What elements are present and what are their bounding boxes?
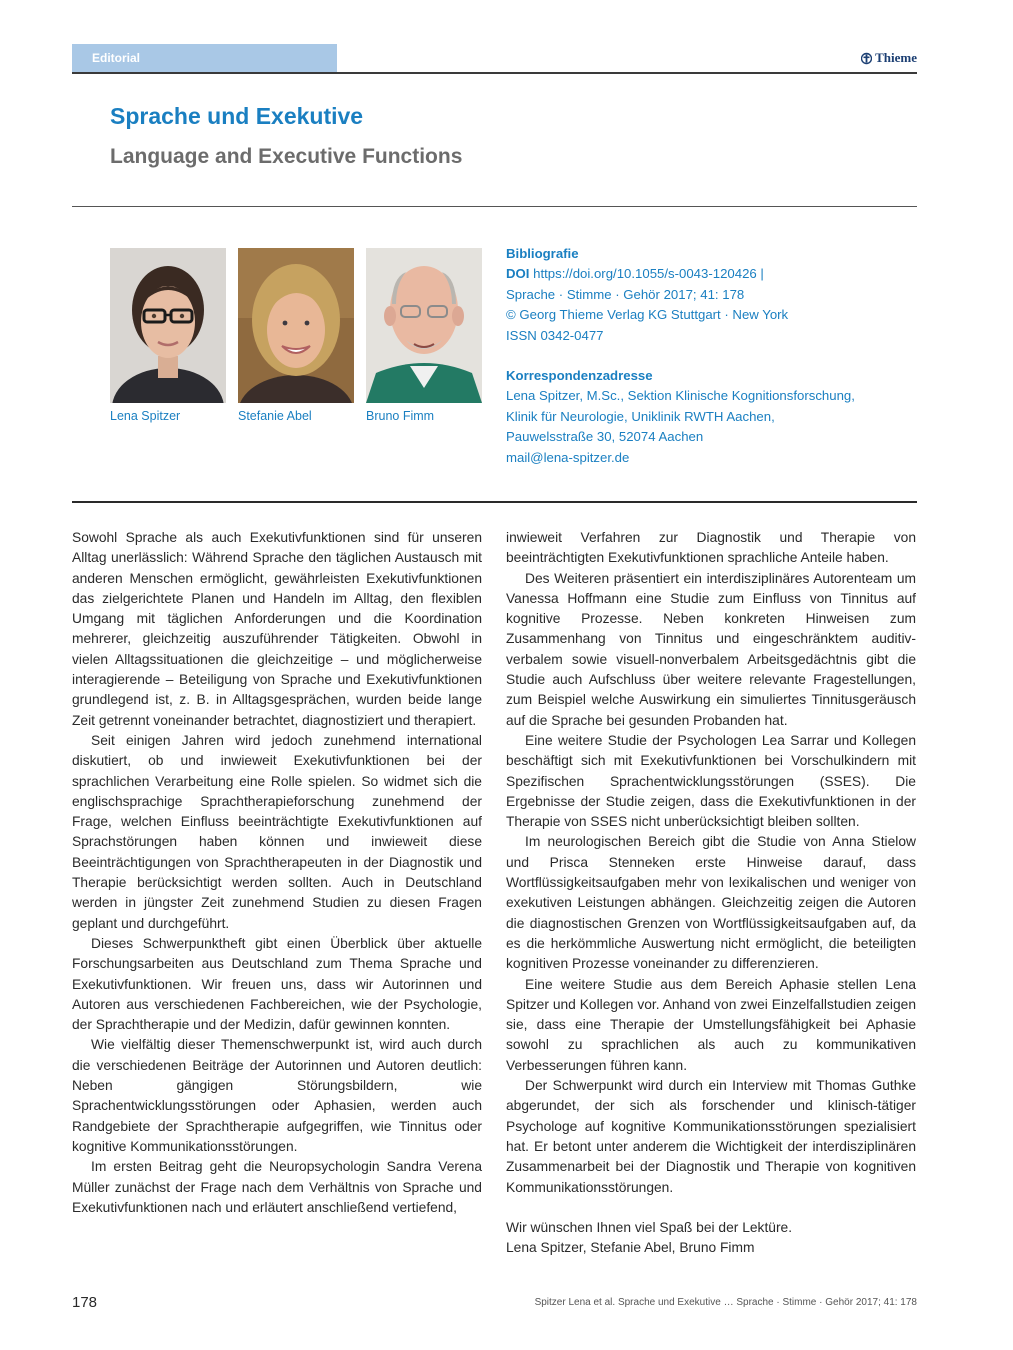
- brand-name: Thieme: [875, 50, 917, 65]
- author-photo-bruno-fimm: [366, 248, 482, 403]
- issn: ISSN 0342-0477: [506, 327, 604, 343]
- paragraph: Der Schwerpunkt wird durch ein Interview mit Thomas Guthke abgerundet, der sich als forschender und klinisch-tätiger Psychologe auf kognitive Kommunikationsstörungen spezialisiert hat. Er betont unter anderem die Wichtigkeit der interdisziplinären Zusammenarbeit bei der Diagnostik und Therapie von kognitiven Kommunikationsstörungen.: [506, 1078, 916, 1195]
- citation: Sprache · Stimme · Gehör 2017; 41: 178: [506, 286, 745, 302]
- correspondence-line: Pauwelsstraße 30, 52074 Aachen: [506, 429, 704, 445]
- closing-line: Wir wünschen Ihnen viel Spaß bei der Lektüre.: [506, 1220, 793, 1236]
- paragraph: Des Weiteren präsentiert ein interdisziplinäres Autorenteam um Vanessa Hoffmann eine Studie zum Einfluss von Tinnitus auf kognitive Prozesse. Neben konkreten Hinweisen zum Zusammenhang von Tinnitus und eingeschränktem auditiv-verbalem sowie visuell-nonverbalem Arbeitsgedächtnis gibt die Studie auch Aufschluss über weitere relevante Fragestellungen, zum Beispiel welche Auswirkung ein simuliertes Tinnitusgeräusch auf die Sprache bei gesunden Probanden hat.: [506, 570, 916, 728]
- author-caption: Stefanie Abel: [238, 409, 312, 423]
- publisher-brand: [861, 50, 917, 66]
- email-link[interactable]: mail@lena-spitzer.de: [506, 449, 630, 465]
- correspondence-line: Klinik für Neurologie, Uniklinik RWTH Aachen,: [506, 408, 775, 424]
- paragraph: Im ersten Beitrag geht die Neuropsychologin Sandra Verena Müller zunächst der Frage nach dem Verhältnis von Sprache und Exekutivfunktionen nach und erläutert anschließend vertiefend,: [72, 1159, 482, 1215]
- paragraph: Dieses Schwerpunktheft gibt einen Überblick über aktuelle Forschungsarbeiten aus Deutschland zum Thema Sprache und Exekutivfunktionen. Wir freuen uns, dass wir Autorinnen und Autoren aus verschiedenen Fachbereichen, wie der Psychologie, der Sprachtherapie und der Medizin, dafür gewinnen konnten.: [72, 935, 482, 1033]
- author-caption: Lena Spitzer: [110, 409, 181, 423]
- thieme-logo-icon: [861, 52, 872, 65]
- copyright: © Georg Thieme Verlag KG Stuttgart · New York: [506, 307, 789, 323]
- author-caption: Bruno Fimm: [366, 409, 435, 423]
- body-column-right: [506, 528, 916, 1259]
- article-subtitle: Language and Executive Functions: [110, 145, 463, 168]
- header-divider: [72, 72, 917, 74]
- paragraph: Wie vielfältig dieser Themenschwerpunkt ist, wird auch durch die verschiedenen Beiträge der Autorinnen und Autoren deutlich: Neben gängigen Störungsbildern, wie Sprachentwicklungsstörungen oder Aphasien, werden auch Randgebiete der Sprachtherapie aufgegriffen, wie Tinnitus oder kognitive Kommunikationsstörungen.: [72, 1037, 482, 1154]
- section-label: Editorial: [92, 51, 141, 65]
- paragraph: Eine weitere Studie der Psychologen Lea Sarrar und Kollegen beschäftigt sich mit Exekutivfunktionen bei Vorschulkindern mit Spezifischen Sprachentwicklungsstörungen (SSES). Die Ergebnisse der Studie zeigen, dass die Exekutivfunktionen in der Therapie von SSES nicht unberücksichtigt bleiben sollten.: [506, 732, 916, 830]
- doi-line: [506, 264, 916, 284]
- bibliography-heading: Bibliografie: [506, 246, 579, 261]
- doi-link[interactable]: https://doi.org/10.1055/s-0043-120426 |: [533, 266, 764, 282]
- author-photo-stefanie-abel: [238, 248, 354, 403]
- body-divider: [72, 501, 917, 503]
- section-tab: [72, 44, 337, 72]
- author-photo-lena-spitzer: [110, 248, 226, 403]
- correspondence-heading: Korrespondenzadresse: [506, 368, 653, 384]
- paragraph: Im neurologischen Bereich gibt die Studie von Anna Stielow und Prisca Stenneken erste Hinweise darauf, dass Wortflüssigkeitsaufgaben mehr von lexikalischen und weniger von exekutiven Leistungen abhängen. Gleichzeitig zeigen die Autoren die diagnostischen Grenzen von Wortflüssigkeitsaufgaben auf, da es die herkömmliche Auswertung nicht ermöglicht, die beteiligten kognitiven Prozesse voneinander zu differenzieren.: [506, 834, 916, 972]
- paragraph: Seit einigen Jahren wird jedoch zunehmend international diskutiert, ob und inwieweit Exekutivfunktionen bei der sprachlichen Verarbeitung eine Rolle spielen. So widmet sich die englischsprachige Sprachtherapieforschung zunehmend der Frage, welchen Einfluss beeinträchtigte Exekutivfunktionen auf Sprachstörungen haben können und inwieweit diese Beeinträchtigungen von Sprachtherapeuten in der Diagnostik und Therapie berücksichtigt werden sollten. Auch in Deutschland werden in jüngster Zeit zunehmend Studien zu diesen Fragen geplant und durchgeführt.: [72, 732, 482, 931]
- page-number: 178: [72, 1294, 98, 1311]
- paragraph: Eine weitere Studie aus dem Bereich Aphasie stellen Lena Spitzer und Kollegen vor. Anhand von zwei Einzelfallstudien zeigen sie, dass eine Therapie der Umstellungsfähigkeit bei Aphasie sowohl zu sprachlichen als auch zu kommunikativen Verbesserungen führen kann.: [506, 976, 916, 1073]
- article-title: Sprache und Exekutive: [110, 103, 364, 129]
- article-info: [506, 244, 916, 468]
- signature: Lena Spitzer, Stefanie Abel, Bruno Fimm: [506, 1240, 755, 1256]
- running-footer: Spitzer Lena et al. Sprache und Exekutive … Sprache · Stimme · Gehör 2017; 41: 178: [534, 1297, 917, 1308]
- paragraph: Sowohl Sprache als auch Exekutivfunktionen sind für unseren Alltag unerlässlich: Während Sprache den täglichen Austausch mit anderen Menschen ermöglicht, gewährleisten Exekutivfunktionen das zielgerichtete Planen und Handeln im Alltag, den flexiblen Umgang mit täglichen Anforderungen und die Koordination mehrerer, gleichzeitig auszuführender Tätigkeiten. Obwohl in vielen Alltagssituationen die gleichzeitige – und möglicherweise interagierende – Beteiligung von Sprache und Exekutivfunktionen grundlegend ist, z. B. in Alltagsgesprächen, wurden beide lange Zeit getrennt voneinander betrachtet, diagnostiziert und therapiert.: [72, 530, 482, 728]
- title-divider: [72, 206, 917, 207]
- correspondence-line: Lena Spitzer, M.Sc., Sektion Klinische Kognitionsforschung,: [506, 388, 855, 404]
- paragraph: inwieweit Verfahren zur Diagnostik und Therapie von beeinträchtigten Exekutivfunktionen sprachliche Anteile haben.: [506, 530, 916, 566]
- body-column-left: [72, 528, 482, 1218]
- doi-label: DOI: [506, 266, 530, 282]
